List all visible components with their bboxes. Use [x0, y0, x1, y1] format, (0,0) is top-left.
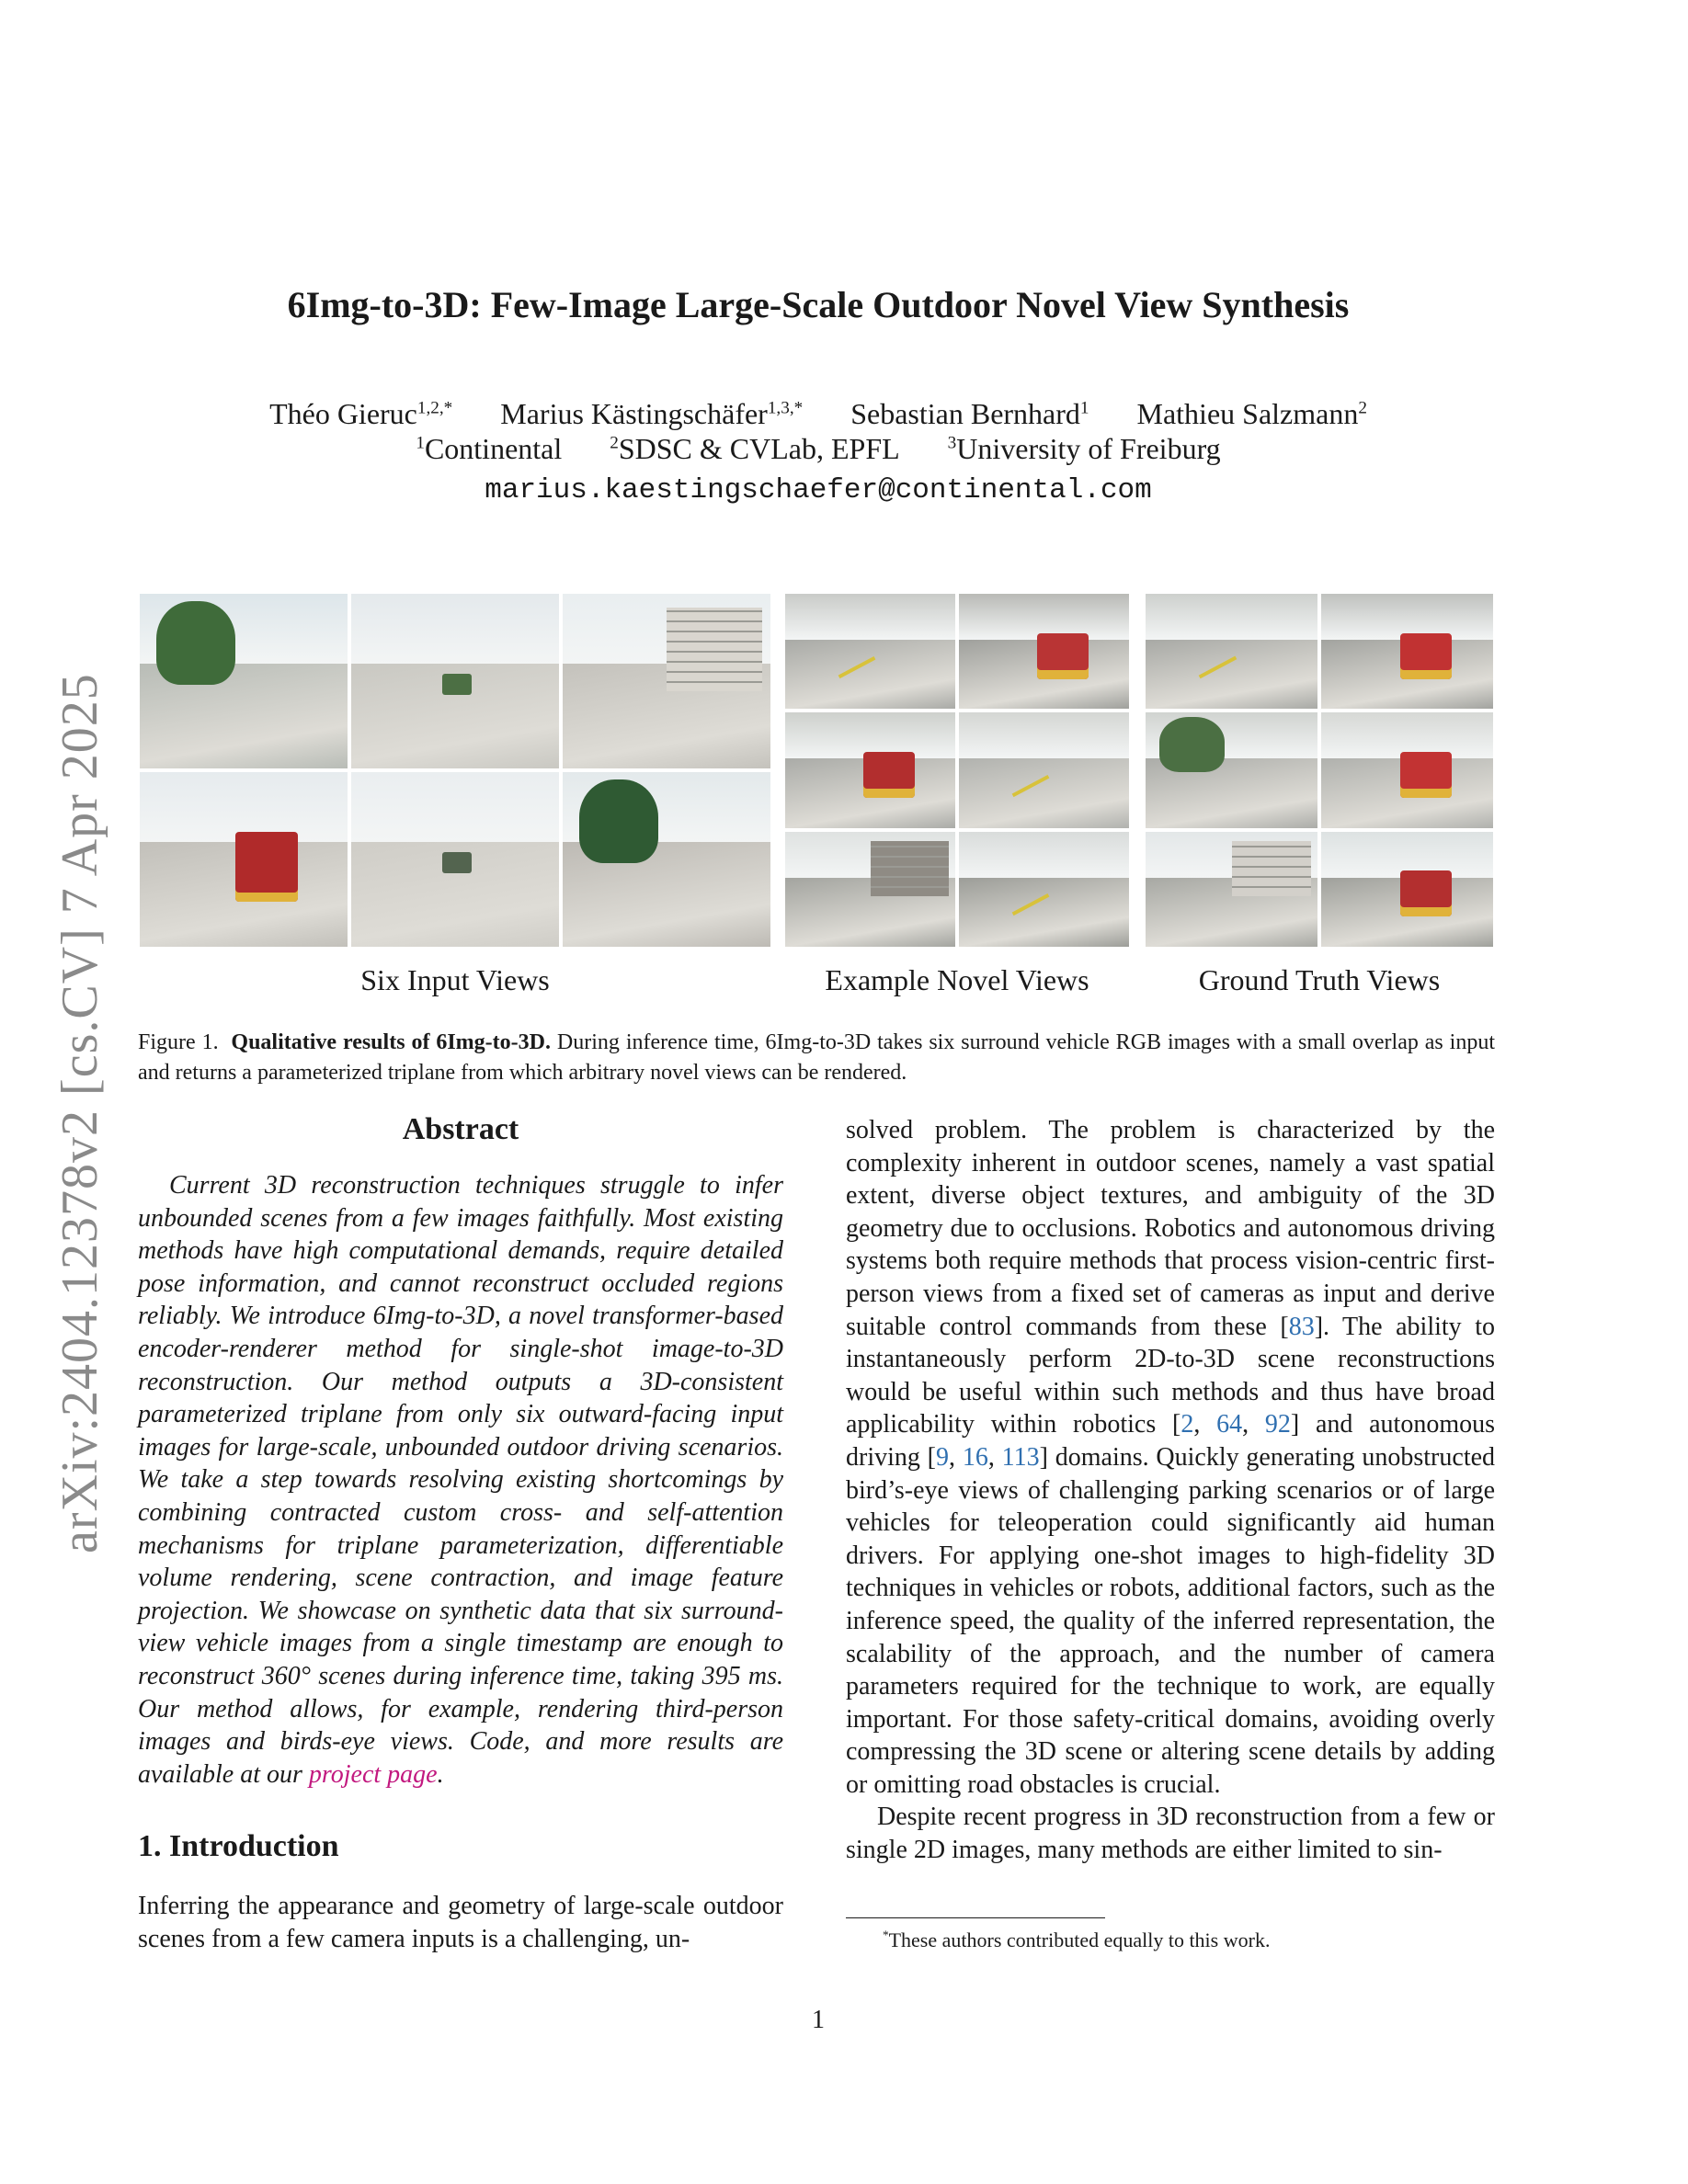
- building-shape: [667, 608, 762, 691]
- ground-truth-views-grid: [1146, 594, 1493, 947]
- affiliation: $^2$SDSC & CVLab, EPFL: [610, 432, 900, 465]
- citation-link[interactable]: 16: [962, 1442, 988, 1472]
- footnote-rule: [846, 1917, 1105, 1918]
- caption-ground-truth-views: Ground Truth Views: [1198, 963, 1441, 996]
- input-view-image: [351, 594, 559, 768]
- car-shape: [442, 674, 472, 695]
- footnote: *These authors contributed equally to this work.: [883, 1928, 1271, 1951]
- caption-novel-views: Example Novel Views: [825, 963, 1089, 996]
- kiosk-shape: [1400, 870, 1452, 916]
- contact-email: marius.kaestingschaefer@continental.com: [485, 474, 1152, 506]
- arxiv-stamp: arXiv:2404.12378v2 [cs.CV] 7 Apr 2025: [51, 673, 108, 1553]
- novel-view-image: [785, 712, 955, 827]
- road-region: [959, 878, 1129, 947]
- input-views-grid: [140, 594, 770, 947]
- page-number: 1: [812, 2006, 825, 2034]
- novel-view-image: [785, 832, 955, 947]
- input-view-image: [351, 772, 559, 947]
- input-view-image: [140, 594, 348, 768]
- novel-view-image: [959, 712, 1129, 827]
- author: Sebastian Bernhard$^1$: [850, 397, 1089, 430]
- paper-title: 6Img-to-3D: Few-Image Large-Scale Outdoor Novel View Synthesis: [287, 284, 1350, 325]
- abstract-heading: Abstract: [402, 1112, 519, 1146]
- ground-truth-view-image: [1146, 712, 1317, 827]
- car-shape: [442, 852, 472, 873]
- novel-views-grid: [785, 594, 1129, 947]
- ground-truth-view-image: [1321, 594, 1493, 709]
- caption-input-views: Six Input Views: [360, 963, 550, 996]
- novel-view-image: [959, 832, 1129, 947]
- section-heading-introduction: 1. Introduction: [138, 1829, 339, 1863]
- author: Mathieu Salzmann$^2$: [1136, 397, 1367, 430]
- intro-paragraph: solved problem. The problem is characterized by the complexity inherent in outdoor scenes, namely a vast spatial extent, diverse object textures, and ambiguity of the 3D geometry due to occlusions. Robotics and autonomous driving systems both require methods that process vision-centric first-person views from a fixed set of cameras as input and derive suitable control commands from these [83]. The ability to instantaneously perform 2D-to-3D scene reconstructions would be useful within such methods and thus have broad applicability within robotics [2, 64, 92] and autonomous driving [9, 16, 113] domains. Quickly generating unobstructed bird’s-eye views of challenging parking scenarios or of large vehicles for teleoperation could significantly aid human drivers. For applying one-shot images to high-fidelity 3D techniques in vehicles or robots, additional factors, such as the inference speed, the quality of the inferred representation, the scalability of the approach, and the number of camera parameters required for the technique to work, are equally important. For those safety-critical domains, avoiding overly compressing the 3D scene or altering scene details by adding or omitting road obstacles is crucial.: [846, 1116, 1496, 1799]
- tree-shape: [156, 601, 235, 685]
- kiosk-shape: [863, 752, 915, 798]
- citation-link[interactable]: 2: [1180, 1410, 1194, 1439]
- kiosk-shape: [235, 832, 298, 902]
- road-region: [1146, 640, 1317, 709]
- sky-region: [351, 772, 559, 842]
- citation-link[interactable]: 9: [936, 1442, 950, 1472]
- ground-truth-view-image: [1146, 594, 1317, 709]
- sky-region: [1146, 594, 1317, 640]
- sky-region: [959, 832, 1129, 878]
- sky-region: [785, 594, 955, 640]
- author-list: [0, 393, 1637, 434]
- citation-link[interactable]: 92: [1264, 1410, 1291, 1439]
- figure-caption: Figure 1. Qualitative results of 6Img-to-3D. During inference time, 6Img-to-3D takes six surround vehicle RGB images with a small overlap as input and returns a parameterized triplane from which arbitrary novel views can be rendered.: [138, 1030, 1495, 1085]
- affiliation-list: [0, 432, 1637, 466]
- citation-link[interactable]: 83: [1288, 1312, 1315, 1341]
- tree-shape: [579, 779, 658, 863]
- sky-region: [351, 594, 559, 664]
- kiosk-shape: [1400, 752, 1452, 798]
- intro-left-text: Inferring the appearance and geometry of large-scale outdoor scenes from a few camera inputs is a challenging, un-: [138, 1892, 783, 1953]
- building-shape: [871, 841, 949, 896]
- building-shape: [1232, 841, 1311, 896]
- novel-view-image: [959, 594, 1129, 709]
- author: Théo Gieruc$^{1,2,*}$: [269, 397, 453, 430]
- input-view-image: [563, 594, 770, 768]
- intro-paragraph: Despite recent progress in 3D reconstruction from a few or single 2D images, many methods are either limited to sin-: [846, 1803, 1495, 1865]
- affiliation: $^3$University of Freiburg: [947, 432, 1221, 465]
- input-view-image: [563, 772, 770, 947]
- ground-truth-view-image: [1146, 832, 1317, 947]
- abstract-body: Current 3D reconstruction techniques struggle to infer unbounded scenes from a few images faithfully. Most existing methods have high computational demands, require detailed pose information, and cannot reconstruct occluded regions reliably. We introduce 6Img-to-3D, a novel transformer-based encoder-renderer method for single-shot image-to-3D reconstruction. Our method outputs a 3D-consistent parameterized triplane from only six outward-facing input images for large-scale, unbounded outdoor driving scenarios. We take a step towards resolving existing shortcomings by combining contracted custom cross- and self-attention mechanisms for triplane parameterization, differentiable volume rendering, scene contraction, and image feature projection. We showcase on synthetic data that six surround-view vehicle images from a single timestamp are enough to reconstruct 360° scenes during inference time, taking 395 ms. Our method allows, for example, rendering third-person images and birds-eye views. Code, and more results are available at our project page.: [138, 1171, 783, 1789]
- sky-region: [959, 712, 1129, 758]
- road-region: [959, 758, 1129, 827]
- tree-shape: [1159, 717, 1225, 772]
- road-region: [785, 640, 955, 709]
- author: Marius Kästingschäfer$^{1,3,*}$: [500, 397, 804, 430]
- input-view-image: [140, 772, 348, 947]
- ground-truth-view-image: [1321, 712, 1493, 827]
- ground-truth-view-image: [1321, 832, 1493, 947]
- kiosk-shape: [1400, 633, 1452, 679]
- affiliation: $^1$Continental: [416, 432, 563, 465]
- citation-link[interactable]: 64: [1216, 1410, 1243, 1439]
- project-page-link[interactable]: project page: [308, 1759, 438, 1789]
- kiosk-shape: [1037, 633, 1089, 679]
- citation-link[interactable]: 113: [1001, 1442, 1040, 1472]
- intro-right-column: [846, 1114, 1495, 1867]
- novel-view-image: [785, 594, 955, 709]
